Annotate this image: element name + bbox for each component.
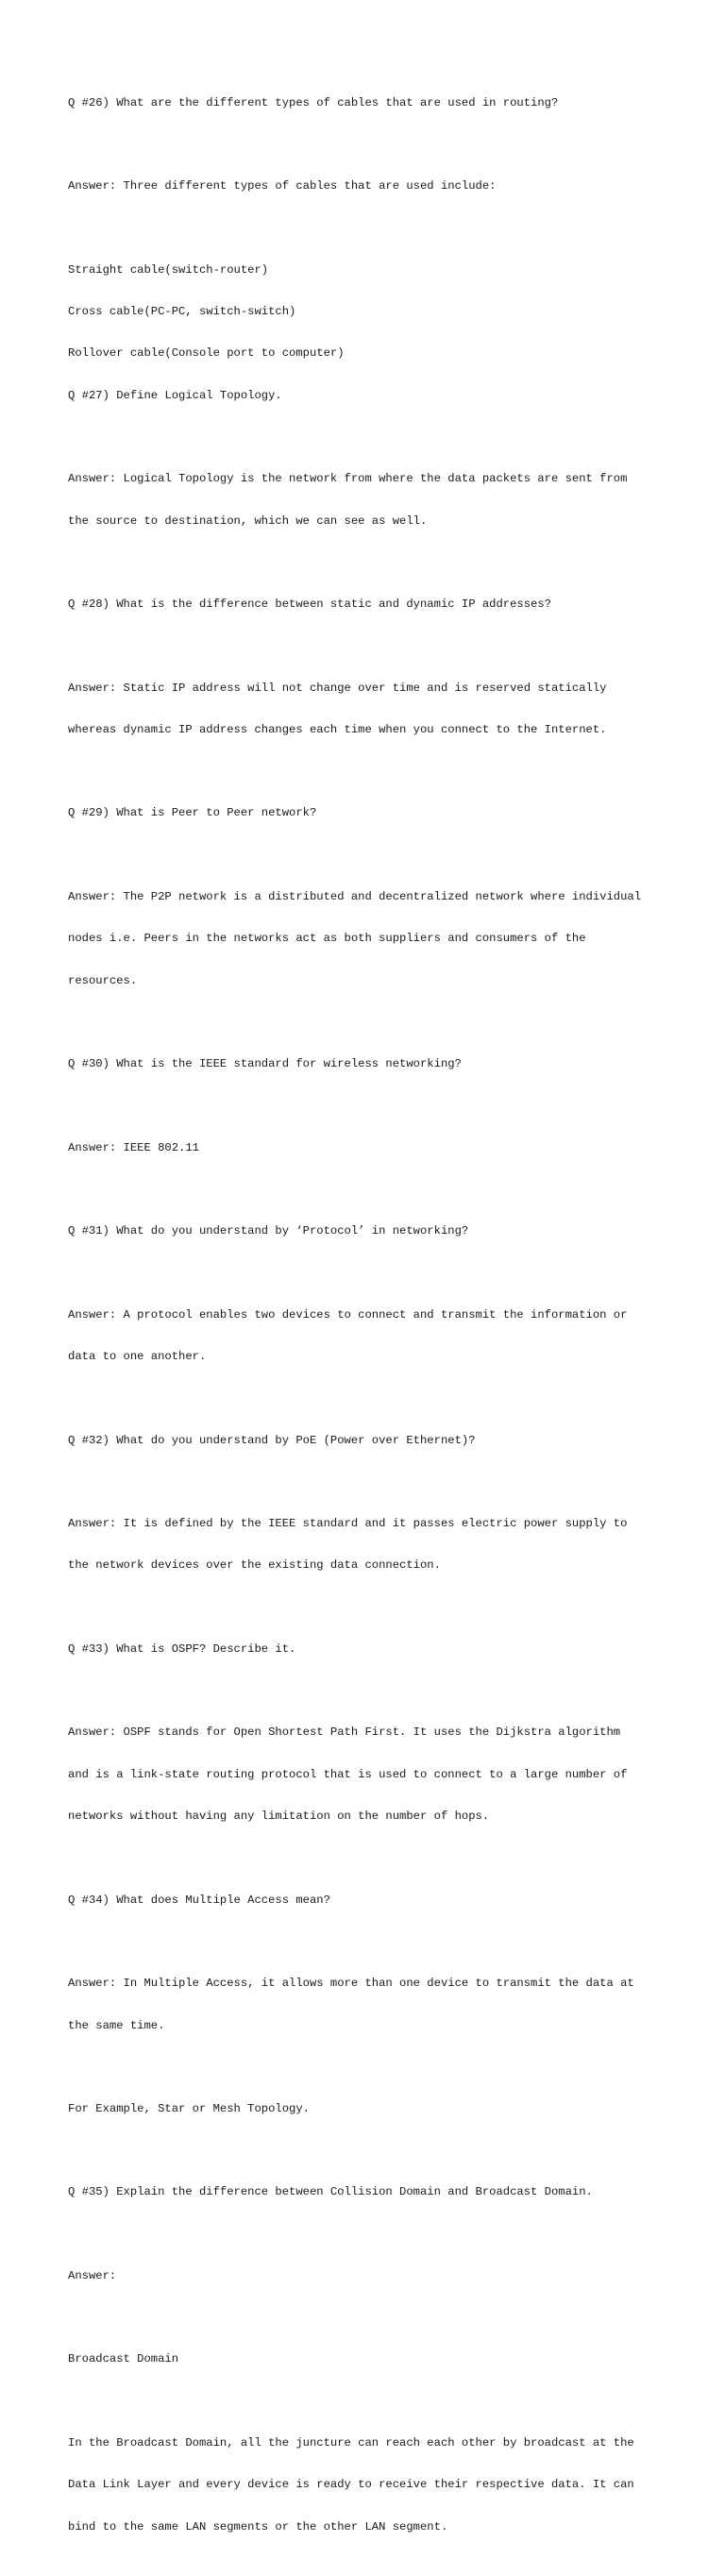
text-line: Answer: IEEE 802.11 bbox=[68, 1140, 199, 1154]
question-34 bbox=[68, 1865, 672, 1935]
text-line: Answer: It is defined by the IEEE standard and it passes electric power supply to bbox=[68, 1517, 628, 1531]
text-line: and is a link-state routing protocol that is used to connect to a large number of bbox=[68, 1767, 628, 1781]
text-line: data to one another. bbox=[68, 1350, 207, 1364]
text-line: Answer: bbox=[68, 2268, 117, 2282]
text-line: the source to destination, which we can see as well. bbox=[68, 514, 428, 528]
text-line: bind to the same LAN segments or the other LAN segment. bbox=[68, 2519, 448, 2534]
text-line: Q #28) What is the difference between static and dynamic IP addresses? bbox=[68, 598, 551, 612]
document-page bbox=[68, 68, 672, 2576]
cable-list bbox=[68, 235, 672, 430]
text-line: Q #31) What do you understand by ‘Protocol’ in networking? bbox=[68, 1224, 469, 1238]
text-line: Answer: Static IP address will not change over time and is reserved statically bbox=[68, 681, 607, 695]
text-line: Broadcast Domain bbox=[68, 2352, 179, 2366]
question-31 bbox=[68, 1197, 672, 1267]
question-33 bbox=[68, 1614, 672, 1684]
text-line: Q #35) Explain the difference between Collision Domain and Broadcast Domain. bbox=[68, 2185, 593, 2199]
question-29 bbox=[68, 779, 672, 849]
answer-29 bbox=[68, 862, 672, 1016]
text-line: nodes i.e. Peers in the networks act as both suppliers and consumers of the bbox=[68, 932, 586, 946]
answer-26 bbox=[68, 151, 672, 221]
question-27: Q #27) Define Logical Topology. bbox=[68, 388, 282, 402]
answer-32 bbox=[68, 1489, 672, 1600]
answer-28 bbox=[68, 653, 672, 765]
answer-34 bbox=[68, 1949, 672, 2061]
text-line: In the Broadcast Domain, all the juncture can reach each other by broadcast at the bbox=[68, 2435, 634, 2450]
question-35 bbox=[68, 2158, 672, 2228]
text-line: Q #34) What does Multiple Access mean? bbox=[68, 1893, 330, 1907]
text-line: Q #33) What is OSPF? Describe it. bbox=[68, 1642, 296, 1656]
text-line: Answer: Logical Topology is the network from where the data packets are sent from bbox=[68, 472, 628, 486]
question-32 bbox=[68, 1406, 672, 1475]
text-line: Q #26) What are the different types of cables that are used in routing? bbox=[68, 95, 559, 109]
text-line: Data Link Layer and every device is ready to receive their respective data. It can bbox=[68, 2478, 634, 2492]
question-28 bbox=[68, 570, 672, 640]
text-line: Answer: A protocol enables two devices to connect and transmit the information or bbox=[68, 1307, 628, 1322]
list-item: Cross cable(PC-PC, switch-switch) bbox=[68, 304, 296, 318]
broadcast-domain-paragraph bbox=[68, 2408, 672, 2562]
text-line: whereas dynamic IP address changes each time when you connect to the Internet. bbox=[68, 722, 607, 736]
answer-34-example bbox=[68, 2074, 672, 2144]
answer-31 bbox=[68, 1280, 672, 1391]
text-line: Q #32) What do you understand by PoE (Power over Ethernet)? bbox=[68, 1433, 476, 1447]
question-26 bbox=[68, 68, 672, 138]
list-item: Rollover cable(Console port to computer) bbox=[68, 346, 345, 361]
answer-30 bbox=[68, 1113, 672, 1183]
text-line: Answer: In Multiple Access, it allows more than one device to transmit the data at bbox=[68, 1977, 634, 1991]
answer-35 bbox=[68, 2241, 672, 2311]
text-line: networks without having any limitation on the number of hops. bbox=[68, 1810, 490, 1824]
answer-27 bbox=[68, 445, 672, 556]
text-line: Answer: Three different types of cables that are used include: bbox=[68, 179, 497, 194]
text-line: Q #29) What is Peer to Peer network? bbox=[68, 806, 317, 820]
text-line: the same time. bbox=[68, 2018, 165, 2032]
text-line: resources. bbox=[68, 973, 138, 987]
broadcast-domain-heading bbox=[68, 2325, 672, 2395]
text-line: Answer: The P2P network is a distributed and decentralized network where individual bbox=[68, 889, 642, 903]
text-line: For Example, Star or Mesh Topology. bbox=[68, 2102, 310, 2115]
text-line: Q #30) What is the IEEE standard for wireless networking? bbox=[68, 1057, 462, 1071]
question-30 bbox=[68, 1030, 672, 1100]
answer-33 bbox=[68, 1698, 672, 1852]
list-item: Straight cable(switch-router) bbox=[68, 262, 269, 277]
text-line: Answer: OSPF stands for Open Shortest Path First. It uses the Dijkstra algorithm bbox=[68, 1726, 621, 1740]
text-line: the network devices over the existing data connection. bbox=[68, 1558, 441, 1573]
